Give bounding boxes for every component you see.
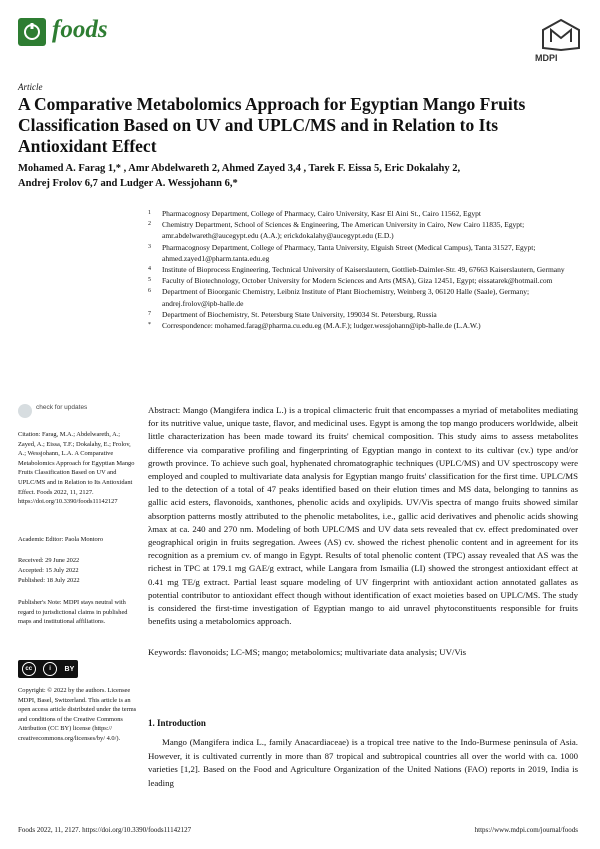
by-icon: i <box>43 662 57 676</box>
cc-by-label: BY <box>64 665 75 673</box>
correspondence-text: Correspondence: mohamed.farag@pharma.cu.edu.eg (M.A.F.); ludger.wessjohann@ipb-halle.de (L.A.W.) <box>162 321 481 331</box>
affiliation-number: 7 <box>148 310 151 317</box>
footer-citation[interactable]: Foods 2022, 11, 2127. https://doi.org/10.3390/foods11142127 <box>18 826 192 834</box>
publisher-note: Publisher's Note: MDPI stays neutral with regard to jurisdictional claims in published maps and institutional affiliations. <box>18 599 128 626</box>
affiliation-number: 2 <box>148 221 151 228</box>
footer-journal-url[interactable]: https://www.mdpi.com/journal/foods <box>474 826 578 834</box>
affiliation-text: Department of Bioorganic Chemistry, Leibniz Institute of Plant Biochemistry, Weinberg 3, 06120 Halle (Saale), Germany; andrej.frolov@ipb-halle.de <box>162 287 530 308</box>
article-type: Article <box>18 82 43 92</box>
section-heading: 1. Introduction <box>148 718 206 728</box>
affiliation-text: Department of Biochemistry, St. Petersburg State University, 199034 St. Petersburg, Russia <box>162 309 437 319</box>
affiliation-number: 5 <box>148 277 151 284</box>
affiliation-item <box>148 219 578 241</box>
affiliation-number: 3 <box>148 243 151 250</box>
affiliation-number: 6 <box>148 288 151 295</box>
academic-editor: Academic Editor: Paola Montoro <box>18 536 104 543</box>
abstract: Abstract: Mango (Mangifera indica L.) is a tropical climacteric fruit that encompasses a myriad of metabolites mediating for its nutritive value, unique taste, flavor, and medicinal uses. Egypt is among the top mango producers worldwide, albeit little characterization has been made toward its fruits' chemical composition. This study aims to assess metabolites difference via comparative profiling and fingerprinting of Egyptian mango in context to its cultivar (cv.) type and/or growth province. To achieve such goal, hyphenated chromatographic techniques (UPLC/MS) and UV spectroscopy were employed and coupled to multivariate data analysis for Egyptian mango fruits' classification for the first time. UPLC/MS led to the detection of a total of 47 peaks identified based on their elution times and MS data, belonging to tannins as gallic acid esters, flavonoids, xanthones, phenolic acids and oxylipids. UV/Vis spectra of mango fruits showed similar absorption patterns mostly attributed to the phenolic metabolites, i.e., gallic acid derivatives and phenolic acids showing λmax at ca. 240 and 270 nm. Modeling of both UPLC/MS and UV data sets revealed that cv. effect predominated over geographical origin in fruits segregation. Awees (AS) cv. showed the richest phenolic content and in agreement for its recognition as a premium cv. of mango in Egypt. Results of total phenolic content (TPC) assay revealed that AS was the richest in TPC at 179.1 mg GAE/g extract, while Langara from Ismailia (LI) showed the strongest antioxidant effect at 0.41 mg TE/g extract. Partial least square modeling of UV fingerprint with antioxidant action annotated gallates as potential contributor to antioxidant effect though without identification of exact moieties based on UPLC/MS. The study is considered the first-time investigation of Egyptian mango to aid unravel phytoconstituents responsible for fruits benefits using a metabolomics approach. <box>148 405 578 627</box>
journal-name: foods <box>52 16 108 43</box>
publisher-name: MDPI <box>535 53 558 63</box>
affiliation-text: Faculty of Biotechnology, October University for Modern Sciences and Arts (MSA), Giza 12451, Egypt; eissatarek@hotmail.com <box>162 276 553 286</box>
affiliation-number: 1 <box>148 210 151 216</box>
affiliation-item <box>148 286 578 308</box>
affiliation-item <box>148 208 578 219</box>
received-date: Received: 29 June 2022 <box>18 557 80 564</box>
affiliation-number: 4 <box>148 266 151 273</box>
affiliation-item <box>148 275 578 286</box>
mdpi-logo-icon <box>541 18 581 52</box>
published-date: Published: 18 July 2022 <box>18 577 80 584</box>
author-list <box>18 161 578 191</box>
journal-logo-icon <box>18 18 46 46</box>
article-title: A Comparative Metabolomics Approach for Egyptian Mango Fruits Classification Based on UV and UPLC/MS and in Relation to Its Antioxidant Effect <box>18 94 526 156</box>
cc-license-badge[interactable] <box>18 660 78 678</box>
author-line: Mohamed A. Farag 1,* , Amr Abdelwareth 2, Ahmed Zayed 3,4 , Tarek F. Eissa 5, Eric Dokalahy 2, <box>18 163 461 174</box>
check-updates-icon[interactable] <box>18 404 32 418</box>
affiliation-item <box>148 264 578 275</box>
check-updates-label[interactable]: check for updates <box>36 404 88 411</box>
affiliation-item <box>148 320 578 331</box>
copyright-notice: Copyright: © 2022 by the authors. Licensee MDPI, Basel, Switzerland. This article is an open access article distributed under the terms and conditions of the Creative Commons Attribution (CC BY) license (https:// creativecommons.org/licenses/by/ 4.0/). <box>18 687 137 742</box>
accepted-date: Accepted: 15 July 2022 <box>18 567 79 574</box>
affiliation-item <box>148 309 578 320</box>
citation-block: Citation: Farag, M.A.; Abdelwareth, A.; Zayed, A.; Eissa, T.F.; Dokalahy, E.; Frolov, A.; Wessjohann, L.A. A Comparative Metabolomics Approach for Egyptian Mango Fruits Classification Based on UV and UPLC/MS and in Relation to Its Antioxidant Effect. Foods 2022, 11, 2127. https://doi.org/10.3390/foods11142127 <box>18 431 135 506</box>
affiliation-text: Institute of Bioprocess Engineering, Technical University of Kaiserslautern, Gottlieb-Daimler-Str. 49, 67663 Kaiserslautern, Germany <box>162 265 565 275</box>
affiliation-text: Pharmacognosy Department, College of Pharmacy, Tanta University, Elguish Street (Medical Campus), Tanta 31527, Egypt; ahmed.zayed1@pharm.tanta.edu.eg <box>162 242 536 263</box>
affiliation-item <box>148 242 578 264</box>
cc-icon: cc <box>22 662 36 676</box>
affiliation-text: Chemistry Department, School of Sciences & Engineering, The American University in Cairo, New Cairo 11835, Egypt; amr.abdelwareth@aucegypt.edu (A.A.); erickdokalahy@aucegypt.edu (E.D.) <box>162 220 525 241</box>
affiliation-number: * <box>148 322 151 329</box>
affiliation-text: Pharmacognosy Department, College of Pharmacy, Cairo University, Kasr El Aini St., Cairo 11562, Egypt <box>162 209 481 218</box>
keywords: Keywords: flavonoids; LC-MS; mango; metabolomics; multivariate data analysis; UV/Vis <box>148 647 467 657</box>
author-line: Andrej Frolov 6,7 and Ludger A. Wessjohann 6,* <box>18 178 238 189</box>
affiliations <box>148 208 578 331</box>
introduction-text: Mango (Mangifera indica L., family Anacardiaceae) is a tropical tree native to the Indo-Burmese peninsula of Asia. However, it is cultivated currently in more than 87 tropical and subtropical countries all over the world with ca. 1000 varieties [1,2]. Based on the Food and Agriculture Organization of the United Nations (FAO) reports in 2019, India is leading <box>148 737 578 788</box>
